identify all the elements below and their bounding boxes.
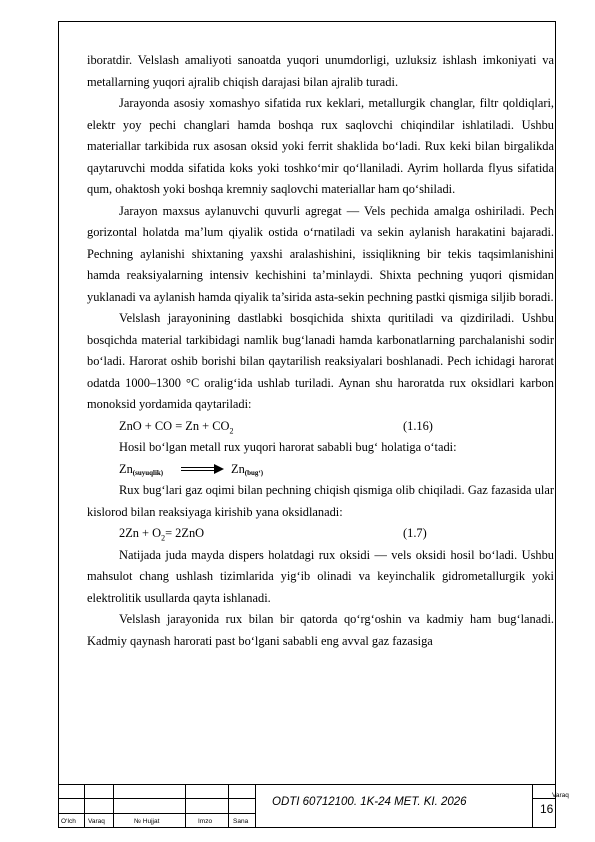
paragraph: Velslash jarayonining dastlabki bosqichida shixta quritiladi va qizdiriladi. Ushbu bosqichda material tarkibidagi namlik bug‘lanadi hamda karbonatlarning parchalanishi sodir bo‘ladi. Harorat oshib borishi bilan qaytarilish reaksiyalari boshlanadi. Pech ichidagi harorat odatda 1000–1300 °C oralig‘ida ushlab turiladi. Aynan shu haroratda rux oksidlari karbon monoksid yordamida qaytariladi: bbox=[87, 311, 554, 411]
equation-number: (1.7) bbox=[403, 526, 427, 540]
paragraph: Hosil bo‘lgan metall rux yuqori harorat sababli bug‘ holatiga o‘tadi: bbox=[119, 440, 457, 454]
document-body bbox=[87, 50, 554, 652]
subscript: 2 bbox=[229, 425, 234, 435]
arrow-right-icon bbox=[181, 463, 225, 475]
col-sana: Sana bbox=[233, 818, 249, 825]
paragraph: Jarayon maxsus aylanuvchi quvurli agregat — Vels pechida amalga oshiriladi. Pech gorizontal holatda ma’lum qiyalik ostida o‘rnatiladi va sekin aylanish harakatini bajaradi. Pechning aylanishi shixtaning yaxshi aralashishini, issiqlikning bir tekis taqsimlanishini hamda reaksiyalarning intensiv kechishini ta’minlaydi. Shixta pechning yuqori qismidan yuklanadi va aylanish hamda qiyalik ta’sirida asta-sekin pechning pastki qismiga siljib boradi. bbox=[87, 203, 554, 304]
zinc-phase-transition bbox=[119, 459, 554, 481]
col-olch: O‘lch bbox=[61, 818, 76, 825]
sheet-label: Varaq bbox=[552, 792, 569, 799]
paragraph: iboratdir. Velslash amaliyoti sanoatda yuqori unumdorligi, uzluksiz ishlash imkoniyati va metallarning yuqori ajralib chiqish darajasi bilan ajralib turadi. bbox=[87, 53, 554, 89]
col-imzo: Imzo bbox=[198, 818, 213, 825]
zinc-liquid: Zn(suyuqlik) bbox=[119, 461, 164, 477]
subscript: 2 bbox=[161, 533, 166, 543]
equation-text: 2Zn + O bbox=[119, 526, 162, 540]
equation-1-16 bbox=[119, 416, 554, 438]
equation-text: ZnO + CO = Zn + CO bbox=[119, 418, 230, 433]
paragraph: Natijada juda mayda dispers holatdagi rux oksidi — vels oksidi hosil bo‘ladi. Ushbu mahsulot chang ushlash tizimlarida yig‘ib olinadi va keyinchalik gidrometallurgik yoki elektrolitik usullarda qayta ishlanadi. bbox=[87, 547, 554, 605]
col-hujjat: № Hujjat bbox=[134, 818, 160, 825]
page-number: 16 bbox=[540, 802, 554, 816]
paragraph: Velslash jarayonida rux bilan bir qatorda qo‘rg‘oshin va kadmiy ham bug‘lanadi. Kadmiy qaynash harorati past bo‘lgani sababli eng avval gaz fazasiga bbox=[87, 612, 554, 648]
equation-1-7 bbox=[119, 523, 554, 545]
document-code: ODTI 60712100. 1K-24 MET. KI. 2026 bbox=[272, 796, 467, 808]
equation-text: = 2ZnO bbox=[165, 526, 205, 540]
title-block bbox=[58, 784, 569, 828]
equation-number: (1.16) bbox=[403, 418, 433, 433]
paragraph: Rux bug‘lari gaz oqimi bilan pechning chiqish qismiga olib chiqiladi. Gaz fazasida ular kislorod bilan reaksiyaga kirishib yana oksidlanadi: bbox=[87, 483, 554, 519]
zinc-vapor: Zn(bug‘) bbox=[231, 461, 264, 477]
paragraph: Jarayonda asosiy xomashyo sifatida rux keklari, metallurgik changlar, filtr qoldiqlari, elektr yoy pechi changlari hamda boshqa rux saqlovchi chiqindilar ishlatiladi. Ushbu materiallar tarkibida rux asosan oksid yoki ferrit shaklida bo‘ladi. Rux keki bilan birgalikda qaytaruvchi modda sifatida koks yoki toshko‘mir qo‘llaniladi. Ayrim hollarda flyus sifatida qum, ohaktosh yoki boshqa kremniy saqlovchi materiallar ham qo‘shiladi. bbox=[87, 96, 554, 196]
col-varaq: Varaq bbox=[88, 818, 105, 825]
